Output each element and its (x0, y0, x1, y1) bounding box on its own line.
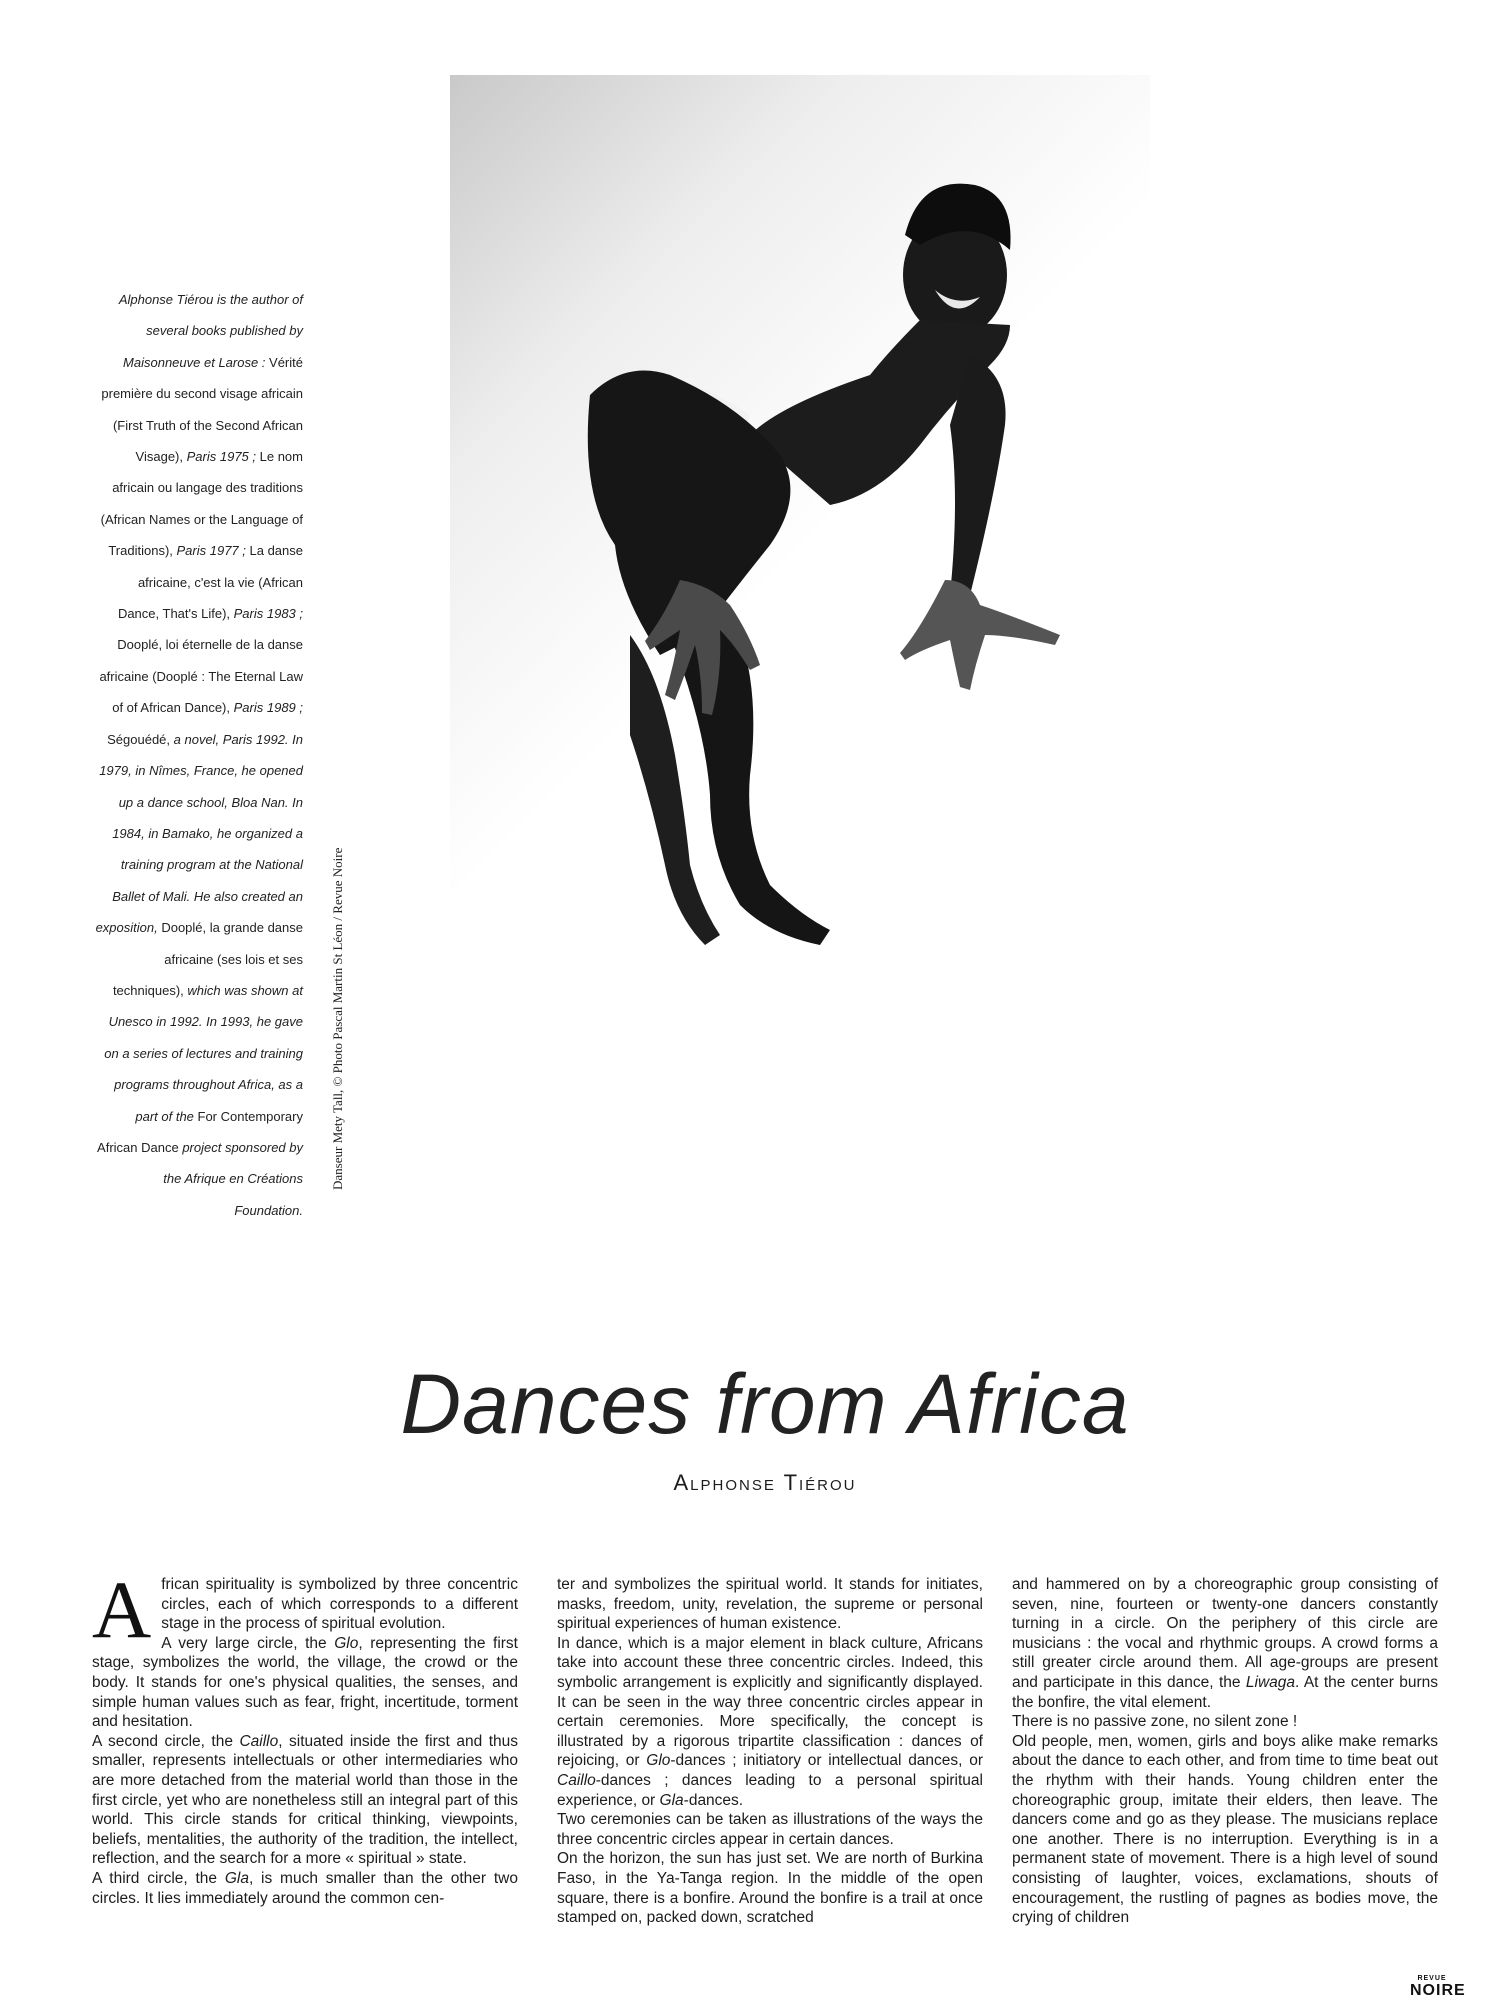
paragraph-text: In dance, which is a major element in black culture, Africans take into account these three concentric circles. Indeed, this symbolic arrangement is explicitly and significantly displayed. It can be seen in the way three concentric circles appear in certain ceremonies. More specifically, the concept is illustrated by a rigorous tripartite classification : dances of rejoicing, or (557, 1634, 983, 1770)
term-glo: Glo (646, 1752, 671, 1770)
term-caillo: Caillo (239, 1732, 279, 1750)
article-author: Alphonse Tiérou (673, 1470, 857, 1495)
bio-text: which was shown at Unesco in 1992. In 1993, he gave on a series of lectures and training programs throughout Africa, as a part of the (104, 982, 303, 1124)
logo-bottom-text: NOIRE (1410, 1982, 1466, 1999)
paragraph-text: , situated inside the first and thus smaller, represents intellectuals or other intermediaries who are more detached from the material world than those in the first circle, yet who are nonetheless still an integral part of this world. This circle stands for critical thinking, viewpoints, beliefs, mentalities, the authority of the tradition, the intellect, reflection, and the search for a more « spiritual » state. (92, 1732, 518, 1868)
bio-book-title: Le nom africain ou langage des traditions (African Names or the Language of Traditions), (100, 449, 303, 559)
dancer-silhouette (450, 75, 1150, 1215)
paragraph (92, 1869, 518, 1908)
body-column-2 (557, 1575, 983, 1928)
photo-credit: Danseur Mety Tall, © Photo Pascal Martin St Léon / Revue Noire (330, 847, 345, 1190)
paragraph-text: frican spirituality is symbolized by three concentric circles, each of which corresponds to a different stage in the process of spiritual evolution. (161, 1576, 518, 1633)
paragraph-text: and hammered on by a choreographic group consisting of seven, nine, fourteen or twenty-one dancers constantly turning in a circle. On the periphery of this circle are musicians : the vocal and rhythmic groups. A crowd forms a still greater circle around them. All age-groups are present and participate in this dance, the (1012, 1576, 1438, 1691)
term-caillo: Caillo (557, 1771, 596, 1789)
paragraph: ter and symbolizes the spiritual world. It stands for initiates, masks, freedom, unity, revelation, the supreme or personal spiritual experiences of human existence. (557, 1576, 983, 1633)
bio-book-title: La danse africaine, c'est la vie (African Dance, That's Life), (117, 543, 303, 622)
article-title: Dances from Africa (400, 1357, 1130, 1452)
paragraph (92, 1634, 518, 1732)
bio-text: Paris 1983 ; (233, 606, 303, 622)
paragraph-text: -dances ; dances leading to a personal spiritual experience, or (557, 1771, 983, 1809)
bio-book-title: Ségouédé, (107, 731, 174, 747)
bio-book-title: Vérité première du second visage africain (First Truth of the Second African Visage), (101, 354, 303, 465)
bio-text: Paris 1975 ; (186, 449, 260, 465)
dancer-photo (450, 75, 1150, 1215)
paragraph: On the horizon, the sun has just set. We are north of Burkina Faso, in the Ya-Tanga region. In the middle of the open square, there is a bonfire. Around the bonfire is a trail at once stamped on, packed down, scratched (557, 1850, 983, 1927)
paragraph-text: A second circle, the (92, 1732, 240, 1750)
paragraph: Two ceremonies can be taken as illustrations of the ways the three concentric circles appear in certain dances. (557, 1811, 983, 1848)
paragraph-text: . At the center burns the bonfire, the vital element. (1012, 1673, 1438, 1711)
paragraph: Old people, men, women, girls and boys alike make remarks about the dance to each other, and from time to time beat out the rhythm with their hands. Young children enter the choreographic group, imitate their elders, then leave. The dancers come and go as they please. The musicians replace one another. There is no interruption. Everything is in a permanent state of movement. There is a high level of sound consisting of laughter, voices, exclamations, shouts of encouragement, the rustling of pagnes as bodies move, the crying of children (1012, 1732, 1438, 1927)
bio-text: Paris 1977 ; (176, 543, 250, 559)
logo-top-text: REVUE (1417, 1975, 1447, 1982)
term-gla: Gla (659, 1791, 684, 1809)
bio-book-title: Dooplé, loi éternelle de la danse africaine (Dooplé : The Eternal Law of of African Dance), (99, 637, 303, 716)
bio-text: a novel, Paris 1992. In 1979, in Nîmes, France, he opened up a dance school, Bloa Nan. In 1984, in Bamako, he organized a training program at the National Ballet of Mali. He also created an exposition, (95, 731, 303, 936)
bio-project-name: For Contemporary African Dance (97, 1108, 303, 1155)
paragraph-text: , representing the first stage, symbolizes the world, the village, the crowd or the body. It stands for one's physical qualities, the senses, and simple human values such as fear, fright, incertitude, torment and hesitation. (92, 1634, 518, 1731)
paragraph-text: , is much smaller than the other two circles. It lies immediately around the common cen- (92, 1869, 518, 1907)
revue-noire-logo (1410, 1975, 1466, 2000)
paragraph (557, 1634, 983, 1810)
paragraph-text: -dances. (683, 1791, 744, 1809)
paragraph-text: -dances ; initiatory or intellectual dances, or (670, 1752, 983, 1770)
bio-text: project sponsored by the Afrique en Créations Foundation. (163, 1139, 303, 1218)
bio-text: Paris 1989 ; (233, 700, 303, 716)
term-liwaga: Liwaga (1245, 1673, 1296, 1691)
term-glo: Glo (334, 1634, 359, 1652)
paragraph (1012, 1575, 1438, 1712)
bio-exhibition-title: Dooplé, la grande danse africaine (ses lois et ses techniques), (112, 920, 303, 998)
author-bio (95, 284, 303, 1226)
paragraph-text: A very large circle, the (161, 1634, 335, 1652)
body-column-3 (1012, 1575, 1438, 1928)
body-column-1 (92, 1564, 518, 1908)
bio-text: Alphonse Tiérou is the author of several books published by Maisonneuve et Larose : (118, 292, 303, 370)
paragraph-text: A third circle, the (92, 1869, 225, 1887)
drop-cap: A (92, 1564, 152, 1655)
paragraph (92, 1732, 518, 1869)
term-gla: Gla (224, 1869, 249, 1887)
paragraph: There is no passive zone, no silent zone ! (1012, 1713, 1298, 1731)
